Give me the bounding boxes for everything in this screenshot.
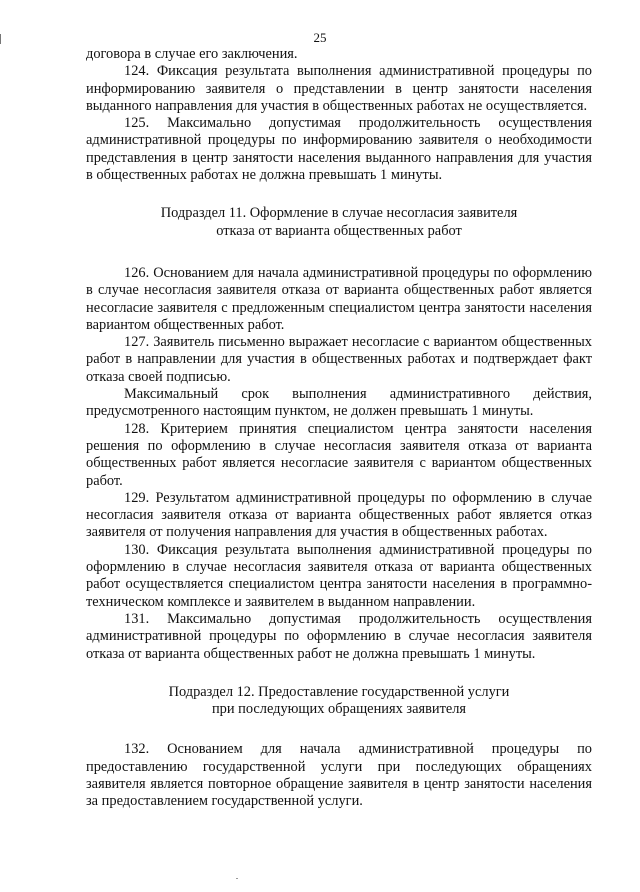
spacer xyxy=(86,718,592,741)
paragraph-127-continuation: Максимальный срок выполнения административного действия, предусмотренного настоящим пунктом, не должен превышать 1 минуты. xyxy=(86,386,592,420)
subsection-11-heading-line-2: отказа от варианта общественных работ xyxy=(216,222,462,239)
page-number: 25 xyxy=(313,30,327,45)
subsection-12-heading-line-2: при последующих обращениях заявителя xyxy=(211,701,467,718)
paragraph-131: 131. Максимально допустимая продолжительность осуществления административной процедуры по оформлению в случае несогласия заявителя отказа от варианта общественных работ не должна превышать 1 минуты. xyxy=(86,610,592,662)
paragraph-128: 128. Критерием принятия специалистом центра занятости населения решения по оформлению в случае несогласия заявителя отказа от варианта общественных работ является несогласие заявителя с вариантом общественных работ. xyxy=(86,420,592,489)
paragraph-129: 129. Результатом административной процедуры по оформлению в случае несогласия заявителя отказа от варианта общественных работ является отказ заявителя от получения направления для участия в общественных работах. xyxy=(86,489,592,541)
paragraph-continuation: договора в случае его заключения. xyxy=(86,46,298,62)
subsection-12-heading-line-1: Подраздел 12. Предоставление государственной услуги xyxy=(168,683,510,700)
paragraph-132: 132. Основанием для начала административной процедуры по предоставлению государственной услуги при последующих обращениях заявителя является повторное обращение заявителя в центр занятости населения за предоставлением государственной услуги. xyxy=(86,741,592,810)
paragraph-127: 127. Заявитель письменно выражает несогласие с вариантом общественных работ в направлении для участия в общественных работах и подтверждает факт отказа своей подписью. xyxy=(86,334,592,385)
subsection-11-heading-line-1: Подраздел 11. Оформление в случае несогласия заявителя xyxy=(160,205,518,222)
spacer xyxy=(86,240,592,265)
scan-speck xyxy=(236,878,238,879)
spacer xyxy=(86,663,592,684)
document-body xyxy=(86,46,592,811)
spacer xyxy=(86,184,592,205)
paragraph-124: 124. Фиксация результата выполнения административной процедуры по информированию заявителя о представлении в центр занятости населения выданного направления для участия в общественных работах не осуществляется. xyxy=(86,63,592,114)
paragraph-130: 130. Фиксация результата выполнения административной процедуры по оформлению в случае несогласия заявителя отказа от варианта общественных работ осуществляется специалистом центра занятости населения в программно-техническом комплексе и заявителем в выданном направлении. xyxy=(86,541,592,610)
paragraph-125: 125. Максимально допустимая продолжительность осуществления административной процедуры по информированию заявителя о необходимости представления в центр занятости населения выданного направления для участия в общественных работах не должна превышать 1 минуты. xyxy=(86,115,592,184)
paragraph-126: 126. Основанием для начала административной процедуры по оформлению в случае несогласия заявителя отказа от варианта общественных работ является несогласие заявителя с предложенным специалистом центра занятости населения вариантом общественных работ. xyxy=(86,264,592,333)
